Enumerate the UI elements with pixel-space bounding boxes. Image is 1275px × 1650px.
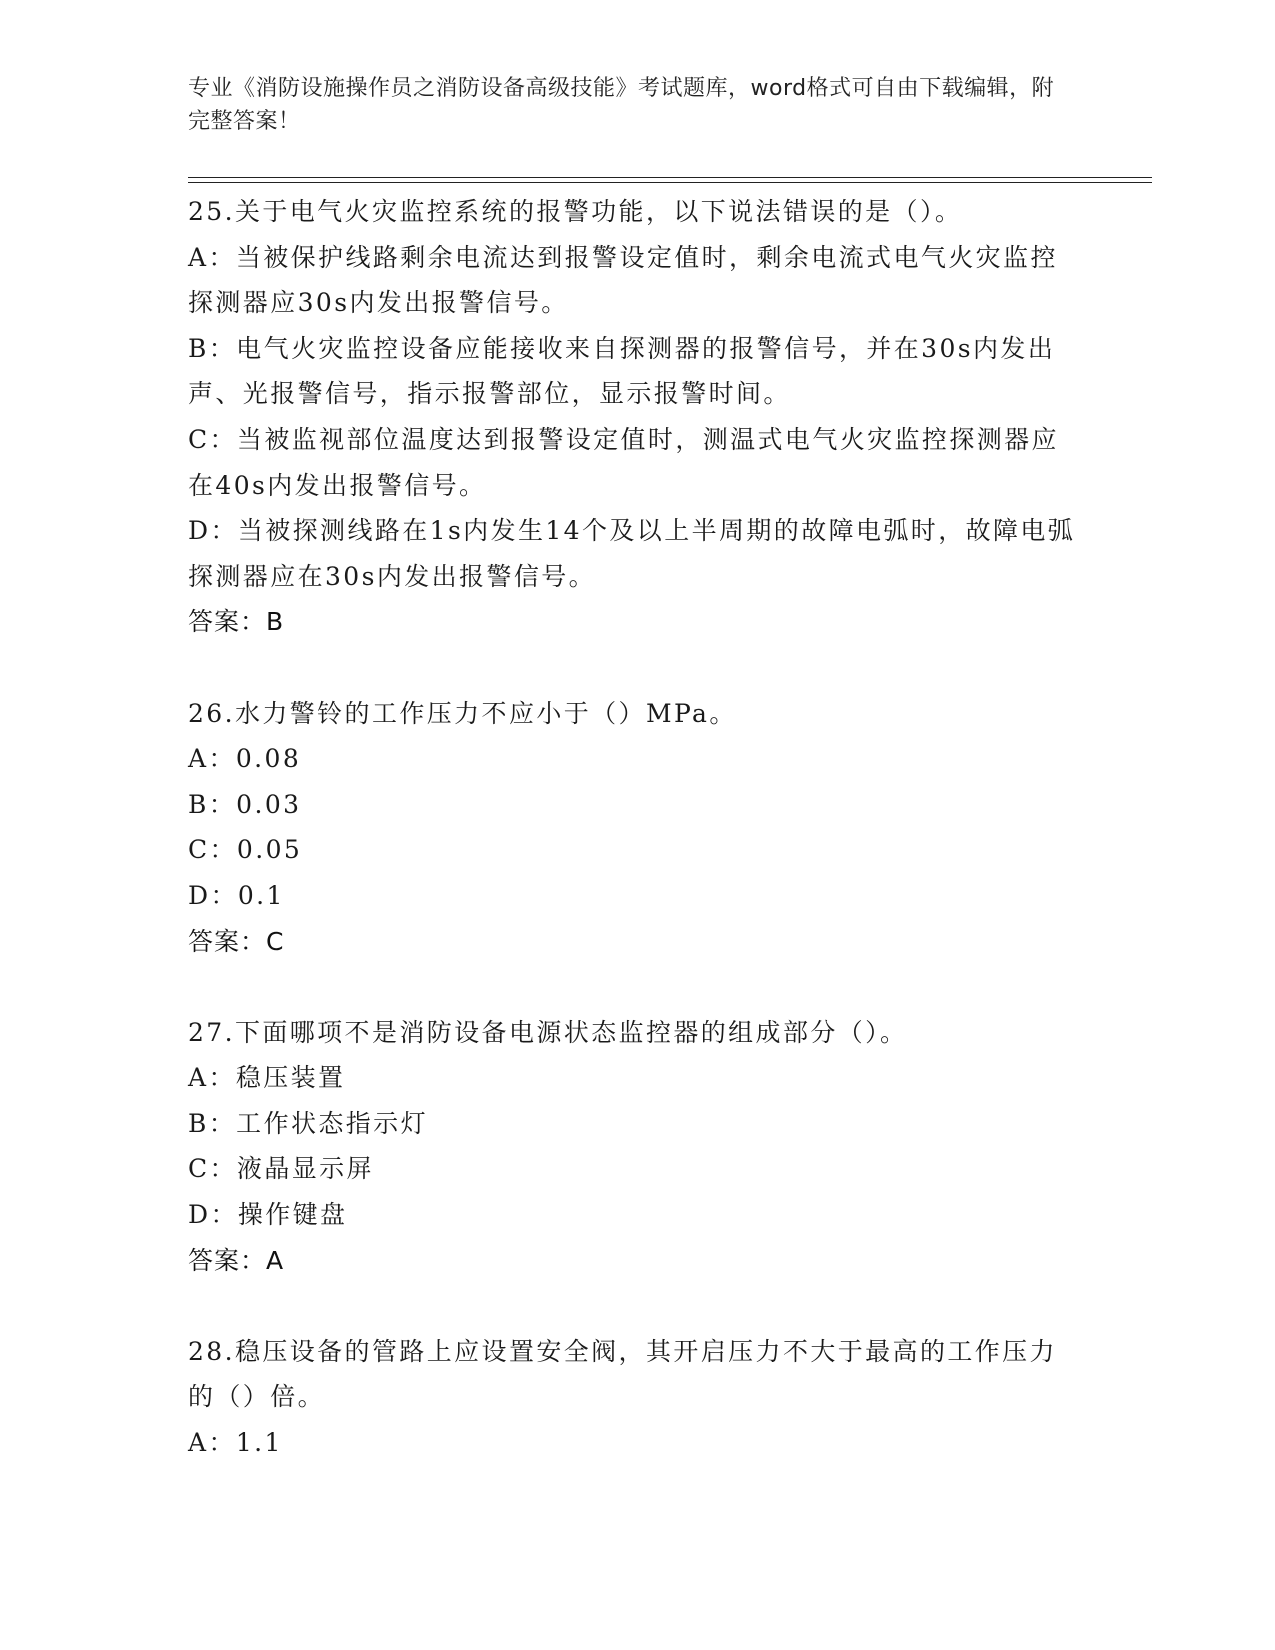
option-b: B：工作状态指示灯 [188,1108,428,1138]
question-27 [188,1010,1078,1284]
option-d: D：当被探测线路在1s内发生14个及以上半周期的故障电弧时，故障电弧探测器应在30s内发出报警信号。 [188,516,1076,591]
question-stem: 27.下面哪项不是消防设备电源状态监控器的组成部分（）。 [188,1017,908,1047]
option-a: A：稳压装置 [188,1063,346,1093]
option-c: C：当被监视部位温度达到报警设定值时，测温式电气火灾监控探测器应在40s内发出报警信号。 [188,424,1059,500]
option-a: A：1.1 [188,1428,283,1458]
answer-label: 答案：A [188,1245,285,1275]
question-25 [188,189,1078,645]
option-d: D：0.1 [188,880,285,910]
option-b: B：电气火灾监控设备应能接收来自探测器的报警信号，并在30s内发出声、光报警信号，指示报警部位，显示报警时间。 [188,333,1056,409]
question-list [188,189,1078,1466]
question-28 [188,1329,1078,1466]
answer-label: 答案：C [188,926,285,956]
question-stem: 26.水力警铃的工作压力不应小于（）MPa。 [188,698,737,728]
option-c: C：0.05 [188,835,303,865]
question-stem: 25.关于电气火灾监控系统的报警功能，以下说法错误的是（）。 [188,197,963,226]
question-26 [188,691,1078,965]
spacer [188,645,1078,691]
option-d: D：操作键盘 [188,1200,348,1230]
header-divider-bottom [188,182,1152,183]
answer-label: 答案：B [188,607,285,637]
option-c: C：液晶显示屏 [188,1154,374,1184]
option-a: A：当被保护线路剩余电流达到报警设定值时，剩余电流式电气火灾监控探测器应30s内发出报警信号。 [188,242,1058,318]
document-header: 专业《消防设施操作员之消防设备高级技能》考试题库，word格式可自由下载编辑，附完整答案！ [188,76,1055,134]
option-a: A：0.08 [188,744,302,774]
header-divider-top [188,177,1152,178]
option-b: B：0.03 [188,789,302,819]
spacer [188,964,1078,1010]
question-stem: 28.稳压设备的管路上应设置安全阀，其开启压力不大于最高的工作压力的（）倍。 [188,1336,1057,1412]
spacer [188,1283,1078,1329]
